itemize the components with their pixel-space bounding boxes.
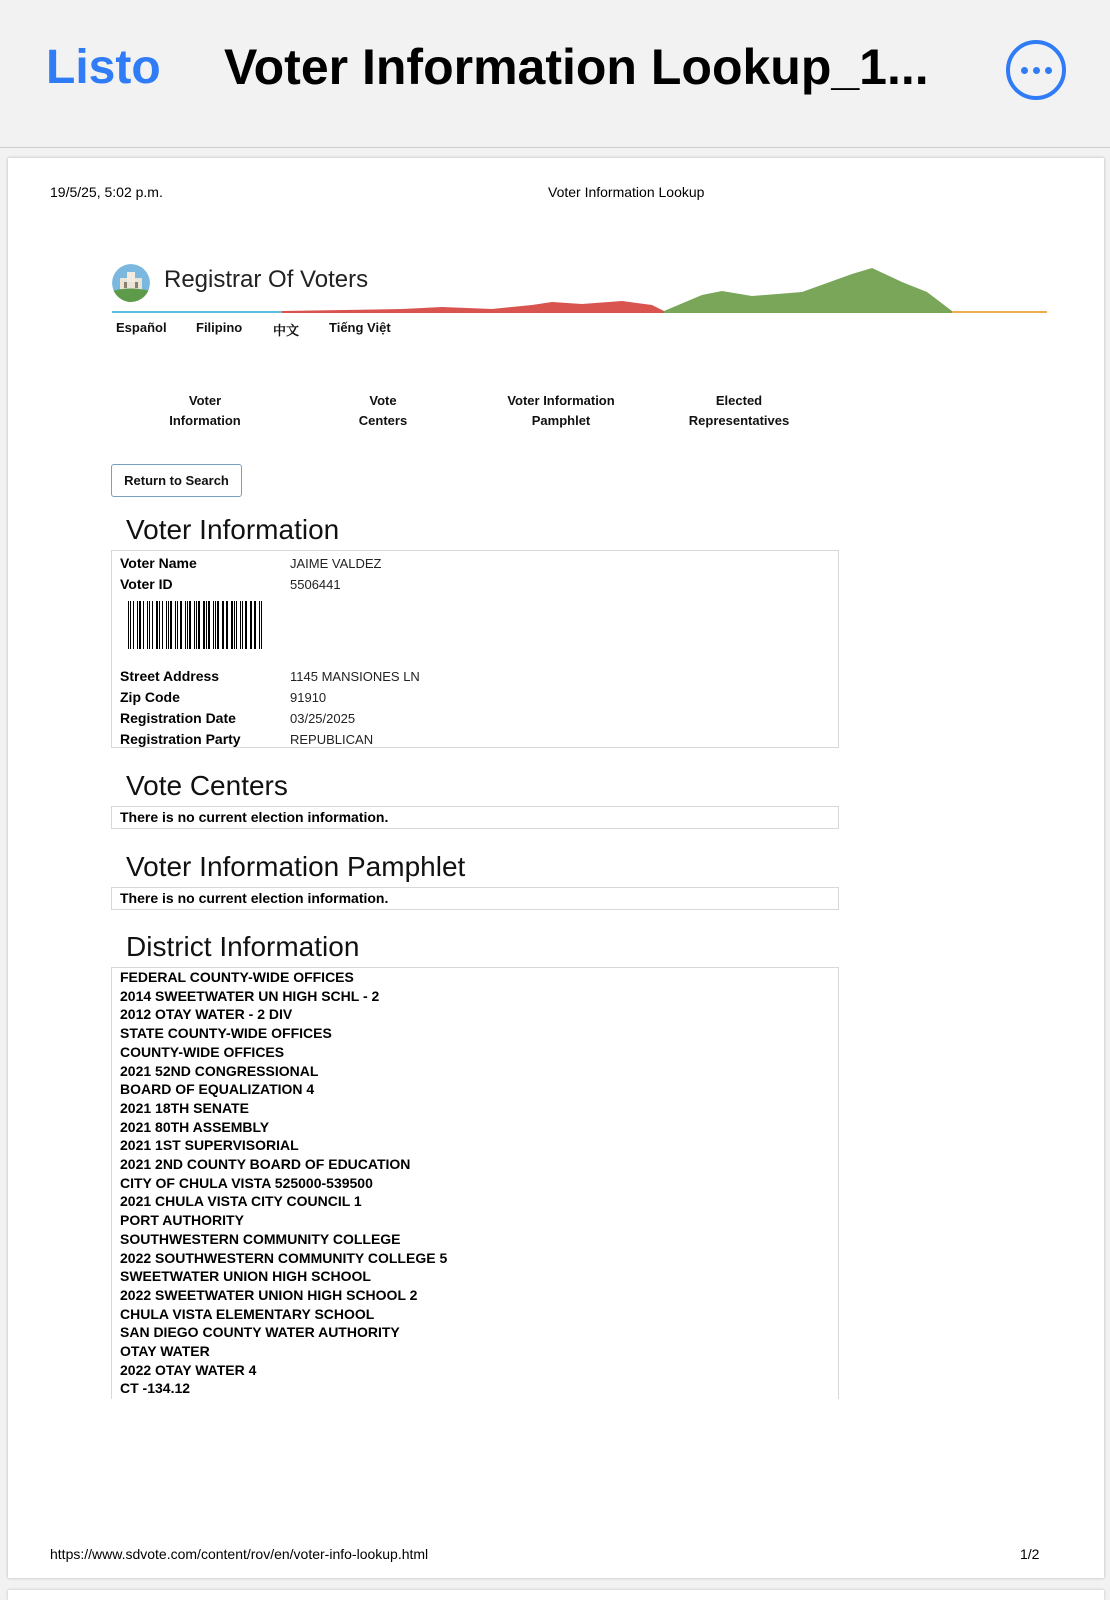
print-date: 19/5/25, 5:02 p.m. bbox=[50, 184, 163, 200]
registration-party-value: REPUBLICAN bbox=[290, 732, 374, 747]
district-item: STATE COUNTY-WIDE OFFICES bbox=[120, 1025, 332, 1042]
barcode-bar bbox=[133, 601, 134, 649]
nav-label-line1: Elected bbox=[715, 393, 763, 408]
district-item: CITY OF CHULA VISTA 525000-539500 bbox=[120, 1174, 373, 1191]
barcode-bar bbox=[226, 601, 228, 649]
barcode-bar bbox=[222, 601, 223, 649]
next-page-edge bbox=[8, 1590, 1104, 1600]
district-item: 2021 1ST SUPERVISORIAL bbox=[120, 1137, 299, 1154]
district-item: 2021 80TH ASSEMBLY bbox=[120, 1118, 270, 1135]
pamphlet-box bbox=[111, 887, 839, 910]
district-item: 2022 SWEETWATER UNION HIGH SCHOOL 2 bbox=[120, 1286, 418, 1303]
district-item: CT -134.12 bbox=[120, 1380, 191, 1397]
barcode-bar bbox=[236, 601, 237, 649]
nav-label-line2: Representatives bbox=[688, 413, 790, 428]
barcode-bar bbox=[259, 601, 260, 649]
nav-elected-representatives[interactable] bbox=[664, 391, 814, 431]
registration-date-value: 03/25/2025 bbox=[290, 711, 356, 726]
barcode-bar bbox=[194, 601, 195, 649]
barcode-bar bbox=[159, 601, 160, 649]
district-item: SAN DIEGO COUNTY WATER AUTHORITY bbox=[120, 1324, 400, 1341]
nav-label-line1: Voter Information bbox=[507, 393, 615, 408]
language-link-vietnamese[interactable]: Tiếng Việt bbox=[329, 320, 391, 335]
barcode-bar bbox=[152, 601, 153, 649]
language-link-filipino[interactable]: Filipino bbox=[196, 320, 243, 335]
barcode-bar bbox=[149, 601, 150, 649]
district-item: 2012 OTAY WATER - 2 DIV bbox=[120, 1006, 293, 1023]
barcode-bar bbox=[187, 601, 188, 649]
registration-date-label: Registration Date bbox=[120, 710, 236, 726]
more-options-button[interactable] bbox=[1006, 40, 1066, 100]
barcode-bar bbox=[206, 601, 207, 649]
barcode-bar bbox=[156, 601, 158, 649]
district-item: 2022 SOUTHWESTERN COMMUNITY COLLEGE 5 bbox=[120, 1249, 448, 1266]
barcode-bar bbox=[175, 601, 176, 649]
barcode-bar bbox=[185, 601, 186, 649]
district-item: SOUTHWESTERN COMMUNITY COLLEGE bbox=[120, 1230, 401, 1247]
barcode-bar bbox=[208, 601, 209, 649]
barcode-bar bbox=[196, 601, 197, 649]
barcode-bar bbox=[143, 601, 144, 649]
viewer-toolbar bbox=[0, 0, 1110, 148]
barcode-bar bbox=[189, 601, 190, 649]
pdf-page bbox=[8, 158, 1104, 1578]
barcode-bar bbox=[242, 601, 243, 649]
barcode-bar bbox=[261, 601, 262, 649]
zip-code-label: Zip Code bbox=[120, 689, 180, 705]
barcode-bar bbox=[170, 601, 171, 649]
district-item: PORT AUTHORITY bbox=[120, 1212, 244, 1229]
district-item: OTAY WATER bbox=[120, 1343, 210, 1360]
barcode-bar bbox=[223, 601, 224, 649]
district-list bbox=[120, 968, 447, 1398]
barcode-bar bbox=[162, 601, 163, 649]
barcode-bar bbox=[180, 601, 182, 649]
nav-label-line2: Centers bbox=[358, 413, 408, 428]
vote-centers-message: There is no current election information. bbox=[120, 809, 389, 825]
pamphlet-message: There is no current election information. bbox=[120, 890, 389, 906]
barcode-bar bbox=[215, 601, 216, 649]
vote-centers-box bbox=[111, 806, 839, 829]
barcode-bar bbox=[217, 601, 218, 649]
vote-centers-heading: Vote Centers bbox=[126, 770, 288, 801]
street-address-value: 1145 MANSIONES LN bbox=[290, 669, 420, 684]
district-item: CHULA VISTA ELEMENTARY SCHOOL bbox=[120, 1305, 375, 1322]
nav-label-line2: Information bbox=[169, 413, 241, 428]
district-item: COUNTY-WIDE OFFICES bbox=[120, 1043, 285, 1060]
district-item: 2021 2ND COUNTY BOARD OF EDUCATION bbox=[120, 1156, 411, 1173]
barcode-bar bbox=[128, 601, 129, 649]
street-address-label: Street Address bbox=[120, 668, 220, 684]
voter-id-barcode bbox=[128, 601, 264, 649]
zip-code-value: 91910 bbox=[290, 690, 327, 705]
voter-id-value: 5506441 bbox=[290, 577, 341, 592]
document-title: Voter Information Lookup_1... bbox=[224, 39, 929, 95]
barcode-bar bbox=[213, 601, 214, 649]
district-item: 2021 52ND CONGRESSIONAL bbox=[120, 1062, 319, 1079]
district-item: FEDERAL COUNTY-WIDE OFFICES bbox=[120, 969, 354, 985]
barcode-bar bbox=[139, 601, 141, 649]
district-item: SWEETWATER UNION HIGH SCHOOL bbox=[120, 1268, 371, 1285]
return-to-search-button[interactable]: Return to Search bbox=[111, 464, 242, 497]
nav-label-line1: Voter bbox=[188, 393, 222, 408]
district-item: 2014 SWEETWATER UN HIGH SCHL - 2 bbox=[120, 987, 380, 1004]
district-information-box bbox=[111, 967, 839, 1399]
district-information-heading: District Information bbox=[126, 931, 360, 962]
print-title: Voter Information Lookup bbox=[548, 184, 705, 200]
barcode-bar bbox=[147, 601, 148, 649]
voter-name-label: Voter Name bbox=[120, 555, 197, 571]
barcode-bar bbox=[254, 601, 256, 649]
registration-party-label: Registration Party bbox=[120, 731, 241, 747]
nav-voter-information[interactable] bbox=[130, 391, 280, 431]
barcode-bar bbox=[168, 601, 169, 649]
voter-id-label: Voter ID bbox=[120, 576, 173, 592]
barcode-bar bbox=[234, 601, 235, 649]
barcode-bar bbox=[198, 601, 199, 649]
barcode-bar bbox=[250, 601, 251, 649]
done-button[interactable]: Listo bbox=[46, 41, 161, 94]
voter-information-heading: Voter Information bbox=[126, 514, 340, 545]
nav-vote-centers[interactable] bbox=[308, 391, 458, 431]
barcode-bar bbox=[130, 601, 131, 649]
voter-information-box bbox=[111, 550, 839, 748]
print-page-number: 1/2 bbox=[1020, 1546, 1040, 1562]
pamphlet-heading: Voter Information Pamphlet bbox=[126, 851, 466, 882]
barcode-bar bbox=[166, 601, 167, 649]
district-item: 2022 OTAY WATER 4 bbox=[120, 1361, 257, 1378]
language-link-spanish[interactable]: Español bbox=[116, 320, 167, 335]
barcode-bar bbox=[240, 601, 241, 649]
nav-voter-pamphlet[interactable] bbox=[486, 391, 636, 431]
district-item: BOARD OF EQUALIZATION 4 bbox=[120, 1081, 315, 1098]
district-item: 2021 18TH SENATE bbox=[120, 1099, 249, 1116]
barcode-bar bbox=[231, 601, 232, 649]
language-link-chinese[interactable]: 中文 bbox=[273, 323, 300, 338]
site-name: Registrar Of Voters bbox=[164, 266, 369, 293]
barcode-bar bbox=[137, 601, 138, 649]
print-url: https://www.sdvote.com/content/rov/en/voter-info-lookup.html bbox=[50, 1546, 429, 1562]
ellipsis-icon bbox=[1045, 67, 1052, 74]
voter-name-value: JAIME VALDEZ bbox=[290, 556, 382, 571]
barcode-bar bbox=[203, 601, 205, 649]
nav-label-line2: Pamphlet bbox=[531, 413, 591, 428]
barcode-bar bbox=[245, 601, 246, 649]
barcode-bar bbox=[177, 601, 178, 649]
registrar-logo[interactable] bbox=[112, 264, 150, 302]
barcode-bar bbox=[251, 601, 252, 649]
ellipsis-icon bbox=[1021, 67, 1028, 74]
nav-label-line1: Vote bbox=[369, 393, 397, 408]
ellipsis-icon bbox=[1033, 67, 1040, 74]
district-item: 2021 CHULA VISTA CITY COUNCIL 1 bbox=[120, 1193, 362, 1210]
